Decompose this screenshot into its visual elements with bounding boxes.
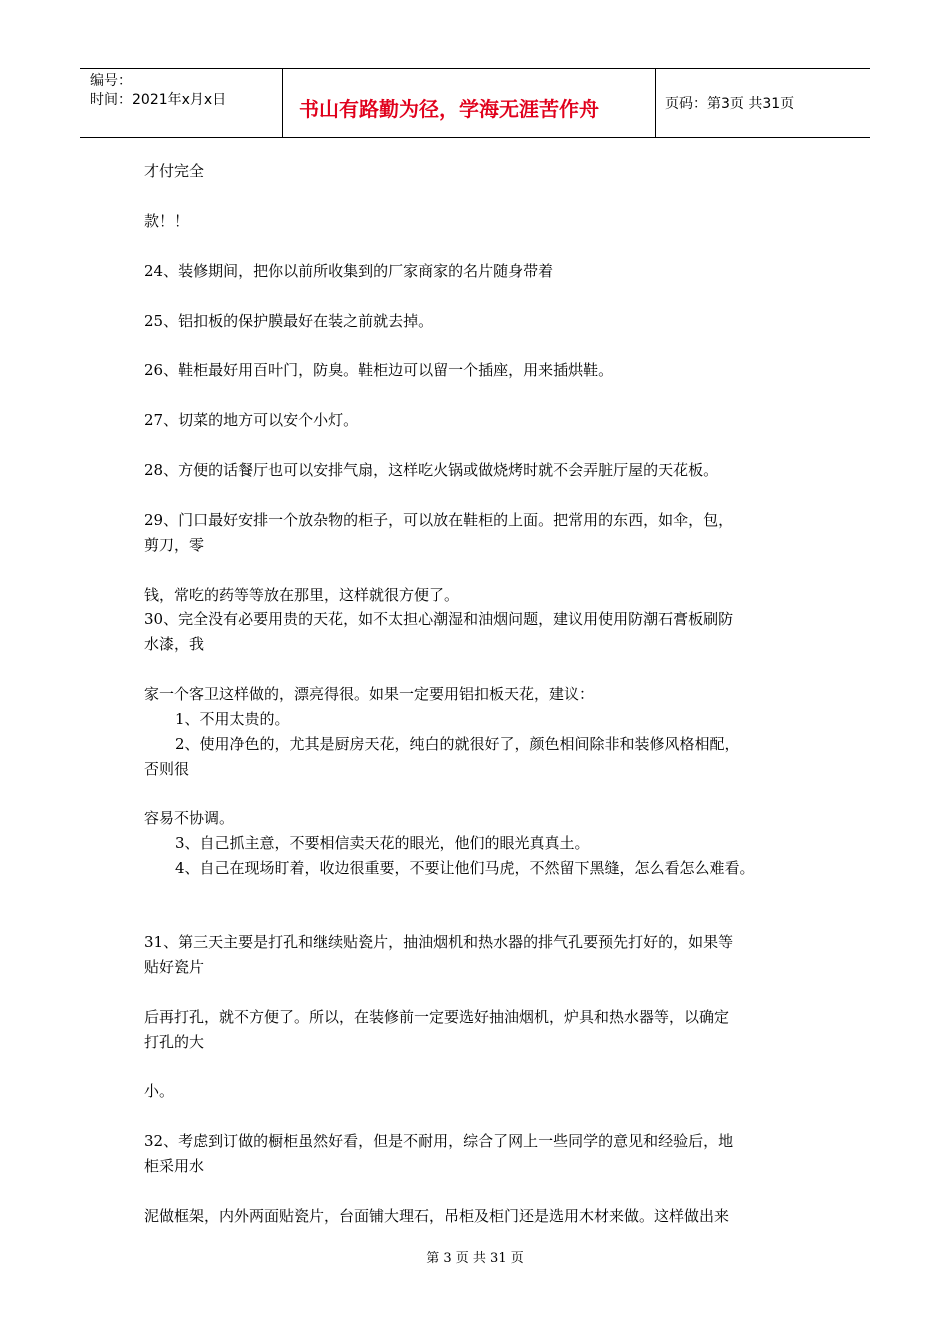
text-line: 水漆，我 — [144, 635, 205, 653]
text-line: 才付完全 — [144, 162, 205, 180]
text-line: 款！！ — [144, 212, 190, 230]
text-line: 25、铝扣板的保护膜最好在装之前就去掉。 — [144, 312, 434, 330]
text-line: 28、方便的话餐厅也可以安排气扇，这样吃火锅或做烧烤时就不会弄脏厅屋的天花板。 — [144, 461, 719, 479]
text-line: 24、装修期间，把你以前所收集到的厂家商家的名片随身带着 — [144, 262, 554, 280]
text-line: 钱，常吃的药等等放在那里，这样就很方便了。 — [144, 586, 460, 604]
header-meta-cell — [80, 69, 283, 137]
header-motto: 书山有路勤为径，学海无涯苦作舟 — [299, 97, 599, 121]
text-line: 32、考虑到订做的橱柜虽然好看，但是不耐用，综合了网上一些同学的意见和经验后，地 — [144, 1132, 734, 1150]
text-line: 26、鞋柜最好用百叶门，防臭。鞋柜边可以留一个插座，用来插烘鞋。 — [144, 361, 614, 379]
text-line: 泥做框架，内外两面贴瓷片，台面铺大理石，吊柜及柜门还是选用木材来做。这样做出来 — [144, 1207, 730, 1225]
text-line: 后再打孔，就不方便了。所以，在装修前一定要选好抽油烟机，炉具和热水器等，以确定 — [144, 1008, 730, 1026]
document-number: 编号： — [90, 73, 132, 89]
text-line: 否则很 — [144, 760, 190, 778]
text-line: 剪刀，零 — [144, 536, 205, 554]
header-motto-cell — [283, 69, 656, 137]
page-footer: 第 3 页 共 31 页 — [426, 1251, 524, 1266]
text-line: 30、完全没有必要用贵的天花，如不太担心潮湿和油烟问题，建议用使用防潮石膏板刷防 — [144, 610, 734, 628]
page-header — [80, 68, 870, 138]
text-line: 27、切菜的地方可以安个小灯。 — [144, 411, 359, 429]
header-page-info: 页码：第3页 共31页 — [665, 96, 795, 112]
text-line: 家一个客卫这样做的，漂亮得很。如果一定要用铝扣板天花，建议： — [144, 685, 595, 703]
text-line: 31、第三天主要是打孔和继续贴瓷片，抽油烟机和热水器的排气孔要预先打好的，如果等 — [144, 933, 734, 951]
text-line: 容易不协调。 — [144, 809, 235, 827]
text-line: 1、不用太贵的。 — [175, 710, 290, 728]
text-line: 打孔的大 — [144, 1033, 205, 1051]
text-line: 柜采用水 — [144, 1157, 205, 1175]
text-line: 29、门口最好安排一个放杂物的柜子，可以放在鞋柜的上面。把常用的东西，如伞，包， — [144, 511, 734, 529]
document-time: 时间：2021年x月x日 — [90, 92, 227, 108]
text-line: 小。 — [144, 1082, 175, 1100]
text-line: 2、使用净色的，尤其是厨房天花，纯白的就很好了，颜色相间除非和装修风格相配， — [175, 735, 740, 753]
text-line: 4、自己在现场盯着，收边很重要，不要让他们马虎，不然留下黑缝，怎么看怎么难看。 — [175, 859, 755, 877]
text-line: 贴好瓷片 — [144, 958, 205, 976]
text-line: 3、自己抓主意，不要相信卖天花的眼光，他们的眼光真真土。 — [175, 834, 590, 852]
